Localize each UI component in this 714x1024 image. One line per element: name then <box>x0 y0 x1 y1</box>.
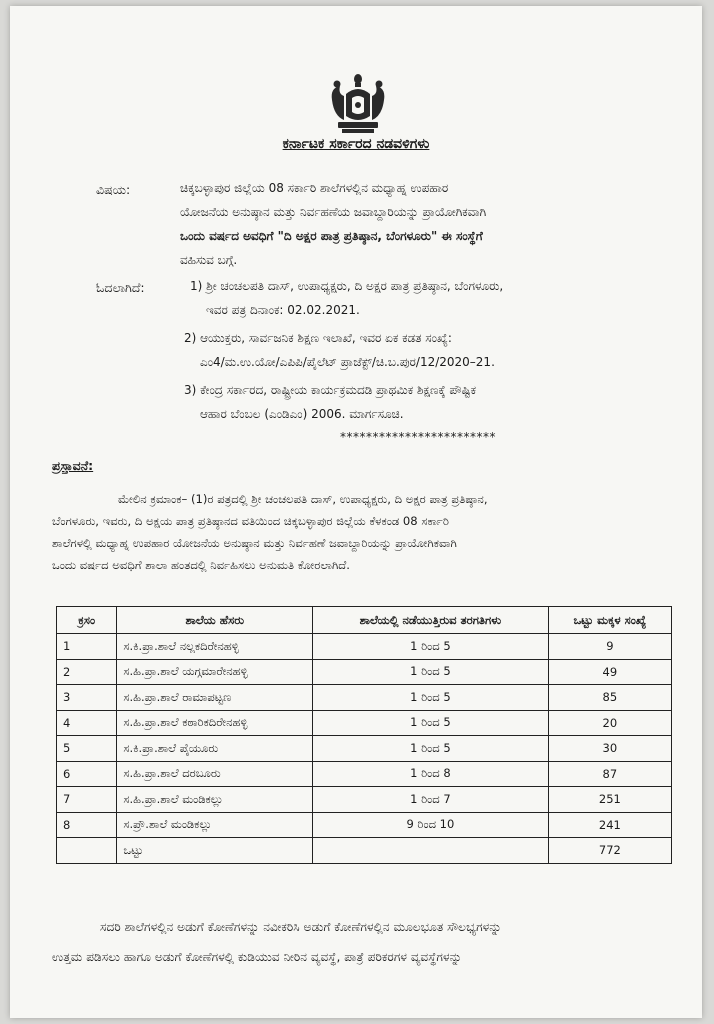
serial-cell: 5 <box>57 736 117 762</box>
preamble-line: ಮೇಲಿನ ಕ್ರಮಾಂಕ– (1)ರ ಪತ್ರದಲ್ಲಿ ಶ್ರೀ ಚಂಚಲಪತಿ ದಾಸ್, ಉಪಾಧ್ಯಕ್ಷರು, ದಿ ಅಕ್ಷರ ಪಾತ್ರ ಪ್ರತಿಷ್ಠಾನ, <box>118 492 488 506</box>
student-count-cell: 49 <box>548 659 671 685</box>
student-count-cell: 85 <box>548 685 671 711</box>
classes-cell: 1 ರಿಂದ 8 <box>313 761 549 787</box>
column-header: ಶಾಲೆಯ ಹೆಸರು <box>117 607 313 634</box>
table-row <box>57 634 672 660</box>
classes-cell: 1 ರಿಂದ 5 <box>313 710 549 736</box>
document-heading: ಕರ್ನಾಟಕ ಸರ್ಕಾರದ ನಡವಳಿಗಳು <box>282 136 430 152</box>
closing-line: ಸದರಿ ಶಾಲೆಗಳಲ್ಲಿನ ಅಡುಗೆ ಕೋಣೆಗಳನ್ನು ನವೀಕರಿಸಿ ಅಡುಗೆ ಕೋಣೆಗಳಲ್ಲಿನ ಮೂಲಭೂತ ಸೌಲಭ್ಯಗಳನ್ನು <box>100 920 502 934</box>
reference-item <box>184 378 664 426</box>
closing-line: ಉತ್ತಮ ಪಡಿಸಲು ಹಾಗೂ ಅಡುಗೆ ಕೋಣೆಗಳಲ್ಲಿ ಕುಡಿಯುವ ನೀರಿನ ವ್ಯವಸ್ಥೆ, ಪಾತ್ರೆ ಪರಿಕರಗಳ ವ್ಯವಸ್ಥೆಗಳನ್ನು <box>52 950 462 964</box>
student-count-cell: 87 <box>548 761 671 787</box>
empty-cell <box>313 838 549 864</box>
closing-paragraph <box>52 912 672 972</box>
school-name-cell: ಸ.ಪ್ರೌ.ಶಾಲೆ ಮಂಡಿಕಲ್ಲು <box>117 812 313 838</box>
empty-cell <box>57 838 117 864</box>
state-emblem-icon <box>326 72 390 134</box>
subject-line: ಒಂದು ವರ್ಷದ ಅವಧಿಗೆ "ದಿ ಅಕ್ಷರ ಪಾತ್ರ ಪ್ರತಿಷ್ಠಾನ, ಬೆಂಗಳೂರು" ಈ ಸಂಸ್ಥೆಗೆ <box>180 229 483 243</box>
subject-line: ವಹಿಸುವ ಬಗ್ಗೆ. <box>180 253 238 267</box>
student-count-cell: 20 <box>548 710 671 736</box>
serial-cell: 4 <box>57 710 117 736</box>
preamble-paragraph <box>52 488 672 576</box>
table-row <box>57 787 672 813</box>
reference-line: 2) ಆಯುಕ್ತರು, ಸಾರ್ವಜನಿಕ ಶಿಕ್ಷಣ ಇಲಾಖೆ, ಇವರ ಏಕ ಕಡತ ಸಂಖ್ಯೆ: <box>184 331 452 345</box>
student-count-cell: 30 <box>548 736 671 762</box>
preamble-title: ಪ್ರಸ್ತಾವನೆ: <box>52 458 94 473</box>
preamble-line: ಶಾಲೆಗಳಲ್ಲಿ ಮಧ್ಯಾಹ್ನ ಉಪಹಾರ ಯೋಜನೆಯ ಅನುಷ್ಠಾನ ಮತ್ತು ನಿರ್ವಹಣೆ ಜವಾಬ್ದಾರಿಯನ್ನು ಪ್ರಾಯೋಗಿಕವಾಗಿ <box>52 536 457 550</box>
reference-item <box>184 326 664 374</box>
subject-line: ಯೋಜನೆಯ ಅನುಷ್ಠಾನ ಮತ್ತು ನಿರ್ವಹಣೆಯ ಜವಾಬ್ದಾರಿಯನ್ನು ಪ್ರಾಯೋಗಿಕವಾಗಿ <box>180 205 487 219</box>
serial-cell: 7 <box>57 787 117 813</box>
table-row <box>57 685 672 711</box>
subject-text <box>180 176 652 272</box>
school-name-cell: ಸ.ಹಿ.ಪ್ರಾ.ಶಾಲೆ ರಾಮಾಪಟ್ಟಣ <box>117 685 313 711</box>
serial-cell: 2 <box>57 659 117 685</box>
classes-cell: 1 ರಿಂದ 7 <box>313 787 549 813</box>
references-label: ಓದಲಾಗಿದೆ: <box>96 280 145 295</box>
school-name-cell: ಸ.ಹಿ.ಪ್ರಾ.ಶಾಲೆ ಯಗ್ಗಮಾರೇನಹಳ್ಳಿ <box>117 659 313 685</box>
school-name-cell: ಸ.ಕಿ.ಪ್ರಾ.ಶಾಲೆ ಪೈಯೂರು <box>117 736 313 762</box>
school-name-cell: ಸ.ಹಿ.ಪ್ರಾ.ಶಾಲೆ ದರಬೂರು <box>117 761 313 787</box>
reference-item <box>190 274 670 322</box>
table-row <box>57 710 672 736</box>
classes-cell: 1 ರಿಂದ 5 <box>313 659 549 685</box>
reference-line: ಇವರ ಪತ್ರ ದಿನಾಂಕ: 02.02.2021. <box>206 303 360 317</box>
classes-cell: 1 ರಿಂದ 5 <box>313 634 549 660</box>
separator: ************************ <box>340 430 496 444</box>
total-label-cell: ಒಟ್ಟು <box>117 838 313 864</box>
reference-line: 3) ಕೇಂದ್ರ ಸರ್ಕಾರದ, ರಾಷ್ಟ್ರೀಯ ಕಾರ್ಯಕ್ರಮದಡಿ ಪ್ರಾಥಮಿಕ ಶಿಕ್ಷಣಕ್ಕೆ ಪೌಷ್ಟಿಕ <box>184 383 476 397</box>
school-name-cell: ಸ.ಹಿ.ಪ್ರಾ.ಶಾಲೆ ಕಠಾರಿಕದಿರೇನಹಳ್ಳಿ <box>117 710 313 736</box>
table-row <box>57 659 672 685</box>
preamble-line: ಬೆಂಗಳೂರು, ಇವರು, ದಿ ಅಕ್ಷಯ ಪಾತ್ರ ಪ್ರತಿಷ್ಠಾನದ ವತಿಯಿಂದ ಚಿಕ್ಕಬಳ್ಳಾಪುರ ಜಿಲ್ಲೆಯ ಕೆಳಕಂಡ 08 ಸರ್ಕಾರಿ <box>52 514 449 528</box>
student-count-cell: 251 <box>548 787 671 813</box>
serial-cell: 6 <box>57 761 117 787</box>
table-total-row <box>57 838 672 864</box>
student-count-cell: 9 <box>548 634 671 660</box>
subject-line: ಚಿಕ್ಕಬಳ್ಳಾಪುರ ಜಿಲ್ಲೆಯ 08 ಸರ್ಕಾರಿ ಶಾಲೆಗಳಲ್ಲಿನ ಮಧ್ಯಾಹ್ನ ಉಪಹಾರ <box>180 181 449 195</box>
serial-cell: 3 <box>57 685 117 711</box>
school-name-cell: ಸ.ಹಿ.ಪ್ರಾ.ಶಾಲೆ ಮಂಡಿಕಲ್ಲು <box>117 787 313 813</box>
column-header: ಕ್ರಸಂ <box>57 607 117 634</box>
table-row <box>57 736 672 762</box>
classes-cell: 1 ರಿಂದ 5 <box>313 736 549 762</box>
preamble-line: ಒಂದು ವರ್ಷದ ಅವಧಿಗೆ ಶಾಲಾ ಹಂತದಲ್ಲಿ ನಿರ್ವಹಿಸಲು ಅನುಮತಿ ಕೋರಲಾಗಿದೆ. <box>52 558 350 572</box>
table-row <box>57 812 672 838</box>
subject-label: ವಿಷಯ: <box>96 182 131 197</box>
document-page <box>10 6 702 1018</box>
column-header: ಶಾಲೆಯಲ್ಲಿ ನಡೆಯುತ್ತಿರುವ ತರಗತಿಗಳು <box>313 607 549 634</box>
reference-line: 1) ಶ್ರೀ ಚಂಚಲಪತಿ ದಾಸ್, ಉಪಾಧ್ಯಕ್ಷರು, ದಿ ಅಕ್ಷರ ಪಾತ್ರ ಪ್ರತಿಷ್ಠಾನ, ಬೆಂಗಳೂರು, <box>190 279 504 293</box>
schools-table <box>56 606 672 864</box>
total-count-cell: 772 <box>548 838 671 864</box>
column-header: ಒಟ್ಟು ಮಕ್ಕಳ ಸಂಖ್ಯೆ <box>548 607 671 634</box>
serial-cell: 1 <box>57 634 117 660</box>
classes-cell: 9 ರಿಂದ 10 <box>313 812 549 838</box>
table-header-row <box>57 607 672 634</box>
school-name-cell: ಸ.ಕಿ.ಪ್ರಾ.ಶಾಲೆ ನಲ್ಲಕದಿರೇನಹಳ್ಳಿ <box>117 634 313 660</box>
classes-cell: 1 ರಿಂದ 5 <box>313 685 549 711</box>
reference-line: ಆಹಾರ ಬೆಂಬಲ (ಎಂಡಿಎಂ) 2006. ಮಾರ್ಗಸೂಚಿ. <box>200 407 404 421</box>
student-count-cell: 241 <box>548 812 671 838</box>
table-row <box>57 761 672 787</box>
reference-line: ಎಂ4/ಮ.ಉ.ಯೋ/ಎಪಿಪಿ/ಪೈಲೆಟ್ ಪ್ರಾಜೆಕ್ಟ್/ಚಿ.ಬ.ಪುರ/12/2020–21. <box>200 355 495 369</box>
serial-cell: 8 <box>57 812 117 838</box>
